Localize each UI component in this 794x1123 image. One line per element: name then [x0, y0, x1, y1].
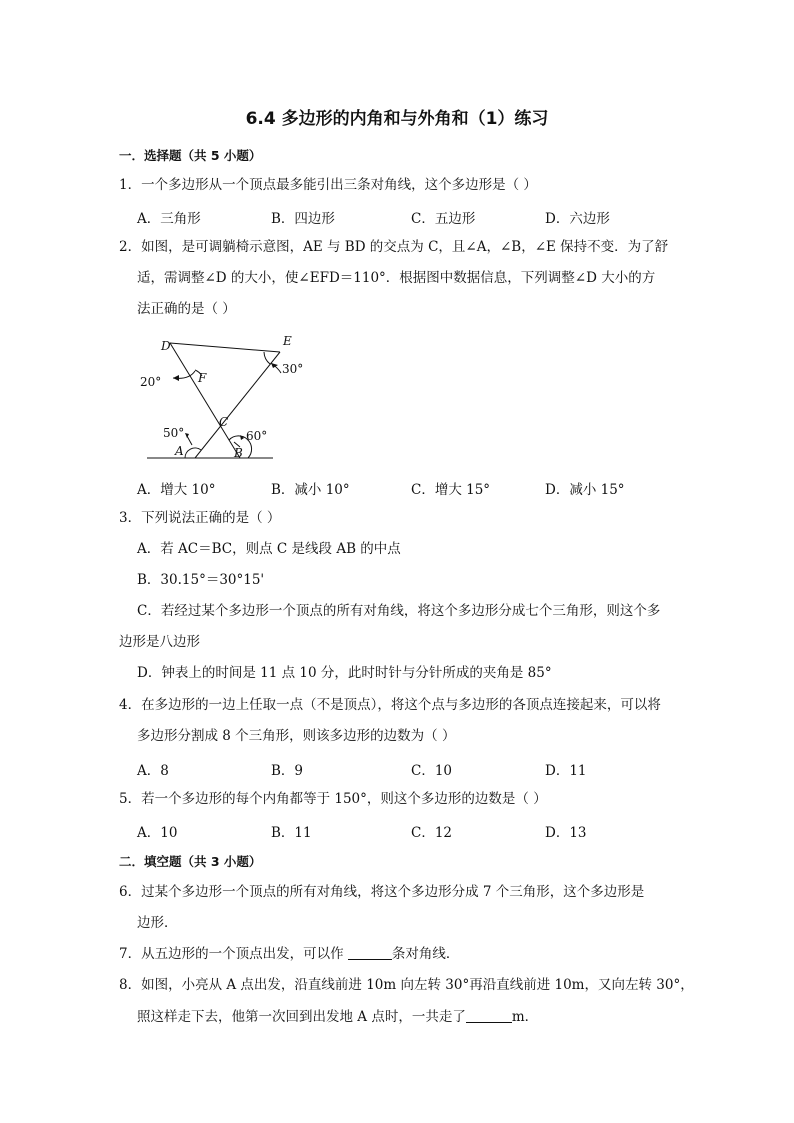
question-8-line-2: [137, 1008, 707, 1026]
question-3-option-a: A．若 AC＝BC，则点 C 是线段 AB 的中点: [137, 541, 401, 557]
angle-50-label: 50°: [163, 426, 185, 440]
question-8-text: 照这样走下去，他第一次回到出发地 A 点时，一共走了: [137, 1009, 466, 1025]
label-c: C: [219, 415, 229, 429]
option-d: D．减小 15°: [545, 482, 625, 498]
label-d: D: [161, 339, 171, 353]
arrowhead-20: [173, 375, 179, 381]
arrowhead-50: [185, 433, 189, 438]
question-2-line-2: 适，需调整∠D 的大小，使∠EFD＝110°．根据图中数据信息，下列调整∠D 大小的方: [137, 270, 656, 286]
angle-30-label: 30°: [282, 362, 304, 376]
option-c: C．五边形: [411, 211, 476, 227]
question-3-option-d: D．钟表上的时间是 11 点 10 分，此时时针与分针所成的夹角是 85°: [137, 665, 552, 681]
arrowhead-60: [240, 435, 244, 440]
option-c: C．10: [411, 763, 453, 779]
question-3-option-c-line-2: 边形是八边形: [119, 634, 200, 650]
answer-blank[interactable]: [466, 1008, 512, 1023]
answer-blank[interactable]: [348, 945, 392, 960]
option-b: B．减小 10°: [271, 482, 350, 498]
question-3-option-c-line-1: C．若经过某个多边形一个顶点的所有对角线，将这个多边形分成七个三角形，则这个多: [137, 603, 661, 619]
option-d: D．11: [545, 763, 587, 779]
question-6-line-1: 6．过某个多边形一个顶点的所有对角线，将这个多边形分成 7 个三角形，这个多边形是: [119, 884, 645, 900]
question-8-suffix: m．: [511, 1009, 539, 1025]
segment-de: [170, 343, 280, 352]
question-1-stem: 1．一个多边形从一个顶点最多能引出三条对角线，这个多边形是（ ）: [119, 177, 537, 193]
question-2-options: [137, 478, 697, 496]
question-2-line-1: 2．如图，是可调躺椅示意图，AE 与 BD 的交点为 C，且∠A，∠B，∠E 保持不变．为了舒: [119, 239, 669, 255]
option-a: A．8: [137, 763, 169, 779]
label-a: A: [175, 444, 184, 458]
label-e: E: [283, 334, 292, 348]
option-b: B．11: [271, 825, 312, 841]
recliner-figure: [137, 330, 304, 465]
question-7: [119, 945, 689, 963]
option-a: A．10: [137, 825, 178, 841]
question-7-text: 7．从五边形的一个顶点出发，可以作: [119, 946, 348, 962]
angle-60-label: 60°: [246, 429, 268, 443]
section-heading-fill: 二．填空题（共 3 小题）: [119, 854, 262, 869]
label-f: F: [198, 371, 207, 385]
option-b: B．四边形: [271, 211, 335, 227]
arrow-50: [187, 436, 192, 445]
option-d: D．六边形: [545, 211, 610, 227]
option-c: C．增大 15°: [411, 482, 491, 498]
page-title: 6.4 多边形的内角和与外角和（1）练习: [245, 109, 549, 129]
question-5-stem: 5．若一个多边形的每个内角都等于 150°，则这个多边形的边数是（ ）: [119, 791, 547, 807]
section-heading-choice: 一．选择题（共 5 小题）: [119, 148, 262, 163]
option-a: A．增大 10°: [137, 482, 216, 498]
option-a: A．三角形: [137, 211, 201, 227]
question-1-options: [137, 207, 697, 225]
label-b: B: [234, 446, 243, 460]
question-5-options: [137, 821, 697, 839]
option-b: B．9: [271, 763, 304, 779]
segment-db: [170, 343, 240, 458]
question-4-options: [137, 759, 697, 777]
question-4-line-1: 4．在多边形的一边上任取一点（不是顶点），将这个点与多边形的各顶点连接起来，可以将: [119, 697, 661, 713]
question-3-stem: 3．下列说法正确的是（ ）: [119, 510, 281, 526]
question-3-option-b: B．30.15°＝30°15': [137, 572, 265, 588]
option-d: D．13: [545, 825, 587, 841]
question-8-line-1: 8．如图，小亮从 A 点出发，沿直线前进 10m 向左转 30°再沿直线前进 10m，又向左转 30°，: [119, 977, 694, 993]
angle-20-label: 20°: [140, 375, 162, 389]
option-c: C．12: [411, 825, 453, 841]
question-2-line-3: 法正确的是（ ）: [137, 301, 236, 317]
question-6-line-2: 边形．: [137, 915, 178, 931]
angle-e-arc: [264, 352, 270, 364]
question-7-suffix: 条对角线．: [391, 946, 460, 962]
question-4-line-2: 多边形分割成 8 个三角形，则该多边形的边数为（ ）: [137, 728, 456, 744]
